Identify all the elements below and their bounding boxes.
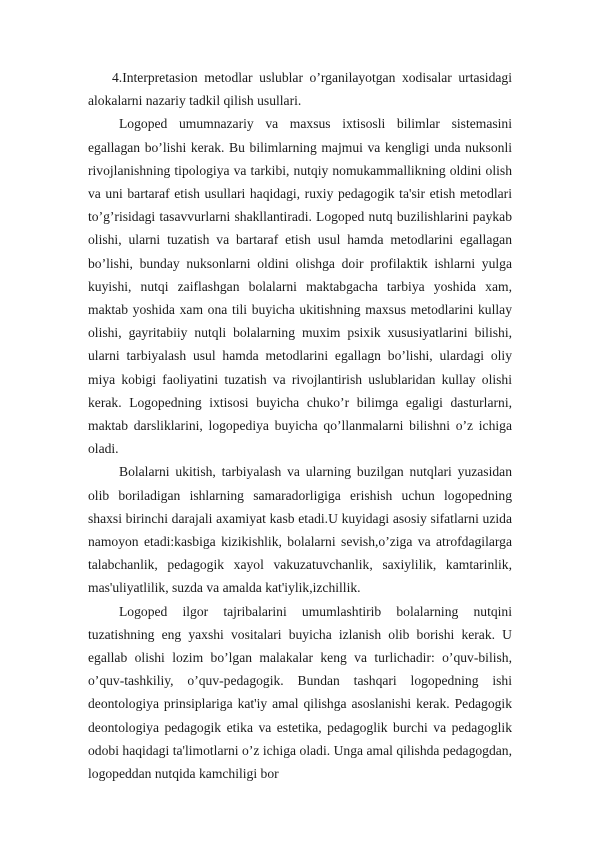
- paragraph-interpretation-methods: 4.Interpretasion metodlar uslublar o’rganilayotgan xodisalar urtasidagi alokalarni nazariy tadkil qilish usullari.: [88, 70, 512, 109]
- paragraph-logoped-knowledge: Logoped umumnazariy va maxsus ixtisosli bilimlar sistemasini egallagan bo’lishi kerak. Bu bilimlarning majmui va kengligi unda nuksonli rivojlanishning tipologiya va tarkibi, nutqiy nomukammallikning oldini olish va uni bartaraf etish usullari haqidagi, ruxiy pedagogik ta'sir etish metodlari to’g’risidagi tasavvurlarni shakllantiradi. Logoped nutq buzilishlarini paykab olishi, ularni tuzatish va bartaraf etish usul hamda metodlarini egallagan bo’lishi, bunday nuksonlarni oldini olishga doir profilaktik ishlarni yulga kuyishi, nutqi zaiflashgan bolalarni maktabgacha tarbiya yoshida xam, maktab yoshida xam ona tili buyicha ukitishning maxsus metodlarini kullay olishi, gayritabiiy nutqli bolalarning muxim psixik xususiyatlarini bilishi, ularni tarbiyalash usul hamda metodlarini egallagn bo’lishi, ulardagi oliy miya kobigi faoliyatini tuzatish va rivojlantirish uslublaridan kullay olishi kerak. Logopedning ixtisosi buyicha chuko’r bilimga egaligi dasturlarni, maktab darsliklarini, logopediya buyicha qo’llanmalarni bilishni o’z ichiga oladi.: [88, 116, 512, 457]
- paragraph-logoped-experience: Logoped ilgor tajribalarini umumlashtirib bolalarning nutqini tuzatishning eng yaxshi vositalari buyicha izlanish olib borishi kerak. U egallab olishi lozim bo’lgan malakalar keng va turlichadir: o’quv-bilish, o’quv-tashkiliy, o’quv-pedagogik. Bundan tashqari logopedning ishi deontologiya prinsiplariga kat'iy amal qilishga asoslanishi kerak. Pedagogik deontologiya pedagogik etika va estetika, pedagoglik burchi va pedagoglik odobi haqidagi ta'limotlarni o’z ichiga oladi. Unga amal qilishda pedagogdan, logopeddan nutqida kamchiligi bor: [88, 603, 512, 782]
- paragraph-logoped-personality: Bolalarni ukitish, tarbiyalash va ularning buzilgan nutqlari yuzasidan olib boriladigan ishlarning samaradorligiga erishish uchun logopedning shaxsi birinchi darajali axamiyat kasb etadi.U kuyidagi asosiy sifatlarni uzida namoyon etadi:kasbiga kizikishlik, bolalarni sevish,o’ziga va atrofdagilarga talabchanlik, pedagogik xayol vakuzatuvchanlik, saxiylilik, kamtarinlik, mas'uliyatlilik, suzda va amalda kat'iylik,izchillik.: [88, 464, 512, 596]
